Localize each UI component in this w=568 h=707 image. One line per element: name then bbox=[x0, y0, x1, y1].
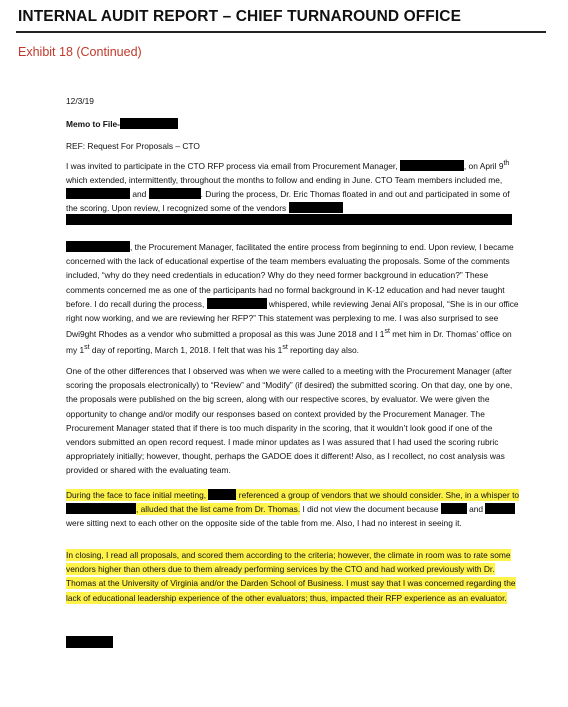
report-title: INTERNAL AUDIT REPORT – CHIEF TURNAROUND OFFICE bbox=[18, 8, 462, 25]
memo-date bbox=[66, 94, 520, 108]
p2-sup-2: st bbox=[84, 344, 90, 352]
memo-ref-text: REF: Request For Proposals – CTO bbox=[66, 141, 200, 151]
p4-text-f: were sitting next to each other on the opposite side of the table from me. Also, I had no interest in seeing it. bbox=[66, 518, 462, 529]
redaction bbox=[289, 202, 343, 213]
redaction bbox=[208, 489, 236, 500]
exhibit-label: Exhibit 18 (Continued) bbox=[18, 45, 142, 59]
redaction bbox=[66, 241, 130, 252]
p4-text-c: , alluded that the list came from Dr. Thomas. bbox=[136, 504, 301, 515]
p2-sup-1: st bbox=[384, 328, 390, 336]
p1-text-b: , on April 9 bbox=[463, 160, 504, 171]
p4-text-e: and bbox=[466, 504, 486, 515]
p1-text-a: I was invited to participate in the CTO RFP process via email from Procurement Manager, bbox=[66, 160, 400, 171]
p1-sup: th bbox=[503, 160, 510, 167]
memo-paragraph-2 bbox=[66, 240, 520, 357]
p4-text-a: During the face to face initial meeting, bbox=[66, 490, 209, 500]
memo-paragraph-5 bbox=[66, 548, 520, 605]
signature-redaction bbox=[66, 636, 113, 648]
redaction bbox=[207, 298, 267, 309]
p1-text-e: . During the process, Dr. Eric Thomas floated in and out and participated in some of the scoring. Upon review, I recognized some of the vendors bbox=[66, 189, 510, 214]
redaction bbox=[66, 188, 130, 199]
redaction bbox=[485, 503, 515, 514]
p2-sup-3: st bbox=[282, 344, 288, 352]
header-rule bbox=[16, 31, 546, 33]
p2-text-c: met him in Dr. Thomas’ office on my 1 bbox=[66, 329, 512, 356]
p1-text-d: and bbox=[130, 189, 149, 200]
memo-to-label: Memo to File- bbox=[66, 119, 120, 129]
p4-text-b: referenced a group of vendors that we should consider. She, in a whisper to bbox=[236, 490, 520, 500]
p5-text: In closing, I read all proposals, and scored them according to the criteria; however, the climate in room was to rate some vendors higher than others due to them already performing services by the CTO and had worked previously with Dr. Thomas at the University of Virginia and/or the Darden School of Business. I must say that I was concerned regarding the lack of educational leadership experience of the other evaluators; thus, impacted their RFP experience as an evaluator. bbox=[66, 550, 516, 603]
redaction bbox=[441, 503, 467, 514]
p2-text-a: , the Procurement Manager, facilitated the entire process from beginning to end. Upon review, I became concerned with the lack of educational expertise of the team members evaluating the proposals. Some of the comments included, “why do they need credentials in education? Why do they need former background in education?” These comments concerned me as one of the participants had no formal background in K-12 education and had never taught before. I do recall during the process, bbox=[66, 242, 514, 309]
memo-paragraph-4 bbox=[66, 488, 520, 531]
redaction bbox=[149, 188, 201, 199]
p2-text-b: whispered, while reviewing Jenai Ali’s proposal, “She is in our office right now working, and we are reviewing her RFP?” This statement was perplexing to me. I was also surprised to see Dwi9ght Rhodes as a vendor who submitted a proposal as this was June 2018 and I 1 bbox=[66, 298, 519, 340]
redaction-bar bbox=[66, 214, 512, 225]
memo-to-line bbox=[66, 117, 520, 131]
p3-text: One of the other differences that I observed was when we were called to a meeting with the Procurement Manager (after scoring the proposals electronically) to “Review” and “Modify” (if desired) the submitted scoring. On that day, one by one, the proposals were published on the big screen, along with our respective scores, by evaluator. We were given the opportunity to change and/or modify our responses based on context provided by the Procurement Manager. The Procurement Manager stated that if there is too much disparity in the scoring, that it wouldn’t look good if one of the vendors submitted an open record request. I made minor updates as I was assured that I had used the scoring rubric appropriately initially; however, thought, perhaps the GADOE does it different! Also, as I recollect, no cost analysis was provided or shared with the evaluating team. bbox=[66, 366, 513, 476]
redaction bbox=[120, 118, 178, 129]
memo-paragraph-3 bbox=[66, 364, 520, 478]
p1-text-c: which extended, intermittently, throughout the months to follow and ending in June. CTO Team members included me, bbox=[66, 175, 503, 185]
p2-text-e: reporting day also. bbox=[287, 345, 359, 356]
memo-paragraph-1 bbox=[66, 157, 520, 216]
redaction bbox=[66, 503, 136, 514]
p4-text-d: I did not view the document because bbox=[300, 504, 441, 515]
redaction bbox=[400, 160, 464, 171]
memo-date-text: 12/3/19 bbox=[66, 96, 94, 106]
p2-text-d: day of reporting, March 1, 2018. I felt that was his 1 bbox=[89, 345, 283, 356]
memo-ref bbox=[66, 139, 520, 153]
